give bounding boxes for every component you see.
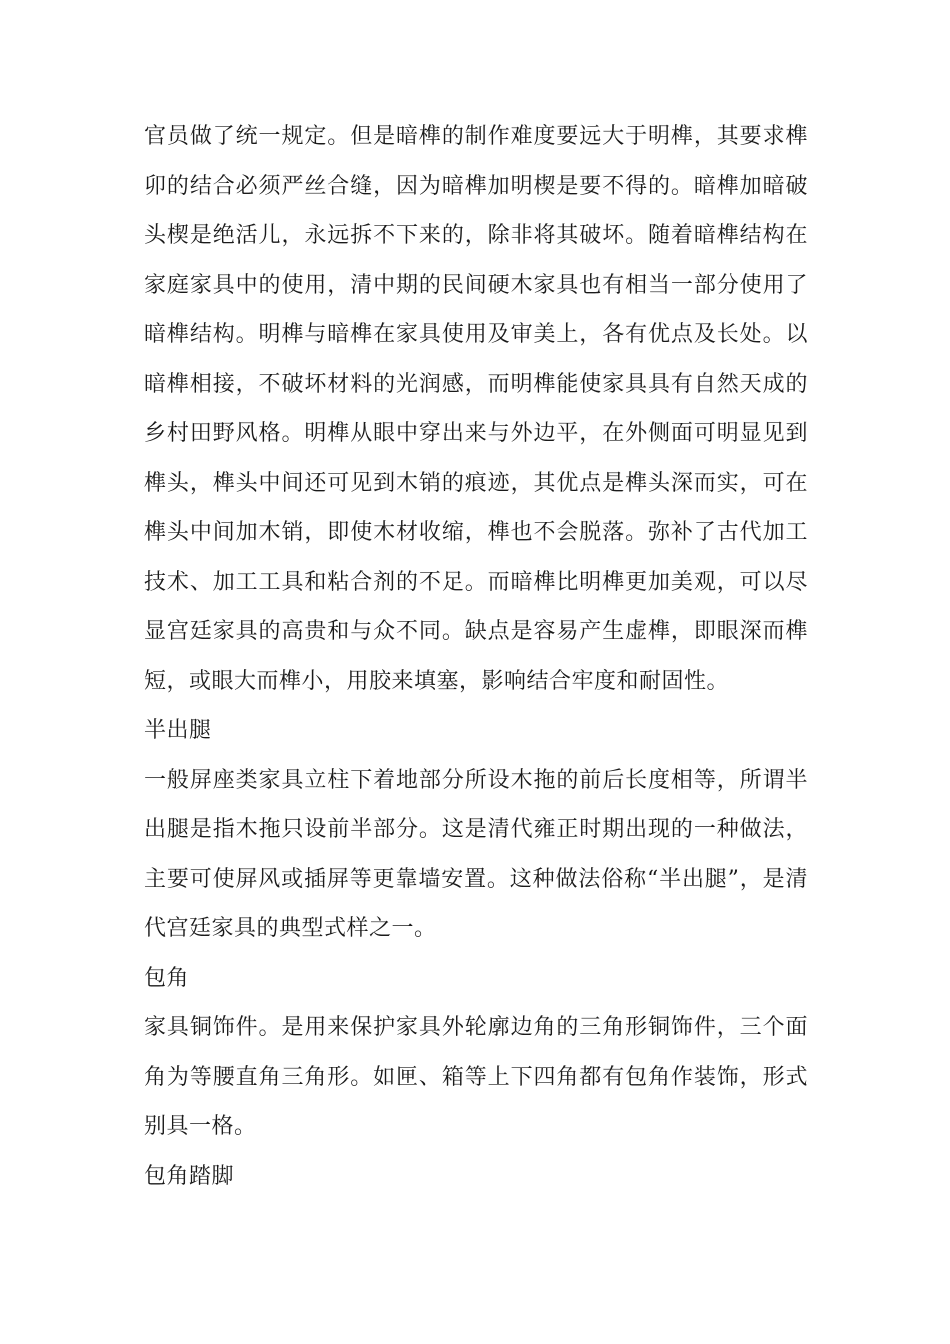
term-heading-bao-jiao: 包角 bbox=[144, 965, 190, 991]
ban-chu-tui-definition: 一般屏座类家具立柱下着地部分所设木拖的前后长度相等，所谓半出腿是指木拖只设前半部分。这是清代雍正时期出现的一种做法，主要可使屏风或插屏等更靠墙安置。这种做法俗称“半出腿”，是清代宫廷家具的典型式样之一。 bbox=[144, 767, 808, 941]
term-heading-bao-jiao-ta-jiao: 包角踏脚 bbox=[144, 1163, 235, 1189]
bao-jiao-definition: 家具铜饰件。是用来保护家具外轮廓边角的三角形铜饰件，三个面角为等腰直角三角形。如匣、箱等上下四角都有包角作装饰，形式别具一格。 bbox=[144, 1015, 808, 1139]
document-body bbox=[144, 112, 808, 1201]
term-heading-ban-chu-tui: 半出腿 bbox=[144, 718, 212, 743]
mortise-comparison-paragraph: 官员做了统一规定。但是暗榫的制作难度要远大于明榫，其要求榫卯的结合必须严丝合缝，因为暗榫加明楔是要不得的。暗榫加暗破头楔是绝活儿，永远拆不下来的，除非将其破坏。随着暗榫结构在家庭家具中的使用，清中期的民间硬木家具也有相当一部分使用了暗榫结构。明榫与暗榫在家具使用及审美上，各有优点及长处。以暗榫相接，不破坏材料的光润感，而明榫能使家具具有自然天成的乡村田野风格。明榫从眼中穿出来与外边平，在外侧面可明显见到榫头，榫头中间还可见到木销的痕迹，其优点是榫头深而实，可在榫头中间加木销，即使木材收缩，榫也不会脱落。弥补了古代加工技术、加工工具和粘合剂的不足。而暗榫比明榫更加美观，可以尽显宫廷家具的高贵和与众不同。缺点是容易产生虚榫，即眼深而榫短，或眼大而榫小，用胶来填塞，影响结合牢度和耐固性。 bbox=[144, 124, 808, 694]
